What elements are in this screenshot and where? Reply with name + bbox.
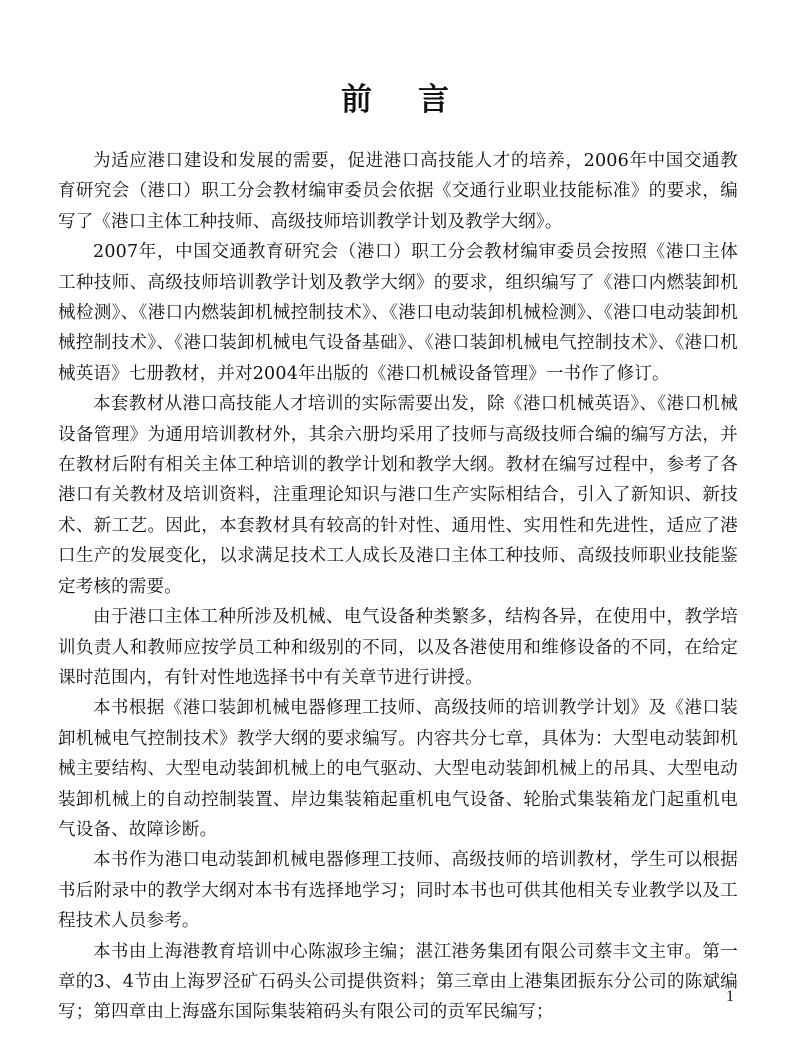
paragraph: 为适应港口建设和发展的需要，促进港口高技能人才的培养，2006年中国交通教育研究会（港口）职工分会教材编审委员会依据《交通行业职业技能标准》的要求，编写了《港口主体工种技师、高级技师培训教学计划及教学大纲》。 [58,151,738,232]
paragraph: 本书根据《港口装卸机械电器修理工技师、高级技师的培训教学计划》及《港口装卸机械电气控制技术》教学大纲的要求编写。内容共分七章，具体为：大型电动装卸机械主要结构、大型电动装卸机械上的电气驱动、大型电动装卸机械上的吊具、大型电动装卸机械上的自动控制装置、岸边集装箱起重机电气设备、轮胎式集装箱龙门起重机电气设备、故障诊断。 [58,698,738,840]
body-text [58,146,738,1028]
page-title: 前言 [341,82,495,118]
paragraph: 由于港口主体工种所涉及机械、电气设备种类繁多，结构各异，在使用中，教学培训负责人和教师应按学员工种和级别的不同，以及各港使用和维修设备的不同，在给定课时范围内，有针对性地选择书中有关章节进行讲授。 [58,607,738,688]
paragraph: 本套教材从港口高技能人才培训的实际需要出发，除《港口机械英语》、《港口机械设备管理》为通用培训教材外，其余六册均采用了技师与高级技师合编的编写方法，并在教材后附有相关主体工种培训的教学计划和教学大纲。教材在编写过程中，参考了各港口有关教材及培训资料，注重理论知识与港口生产实际相结合，引入了新知识、新技术、新工艺。因此，本套教材具有较高的针对性、通用性、实用性和先进性，适应了港口生产的发展变化，以求满足技术工人成长及港口主体工种技师、高级技师职业技能鉴定考核的需要。 [58,394,738,597]
paragraph: 本书由上海港教育培训中心陈淑珍主编；湛江港务集团有限公司蔡丰文主审。第一章的3、4节由上海罗泾矿石码头公司提供资料；第三章由上港集团振东分公司的陈斌编写；第四章由上海盛东国际集装箱码头有限公司的贡军民编写； [58,941,738,1023]
paragraph: 本书作为港口电动装卸机械电器修理工技师、高级技师的培训教材，学生可以根据书后附录中的教学大纲对本书有选择地学习；同时本书也可供其他相关专业教学以及工程技术人员参考。 [58,850,738,932]
page-number: 1 [726,988,734,1005]
paragraph: 2007年，中国交通教育研究会（港口）职工分会教材编审委员会按照《港口主体工种技师、高级技师培训教学计划及教学大纲》的要求，组织编写了《港口内燃装卸机械检测》、《港口内燃装卸机械控制技术》、《港口电动装卸机械检测》、《港口电动装卸机械控制技术》、《港口装卸机械电气设备基础》、《港口装卸机械电气控制技术》、《港口机械英语》七册教材，并对2004年出版的《港口机械设备管理》一书作了修订。 [58,242,738,384]
